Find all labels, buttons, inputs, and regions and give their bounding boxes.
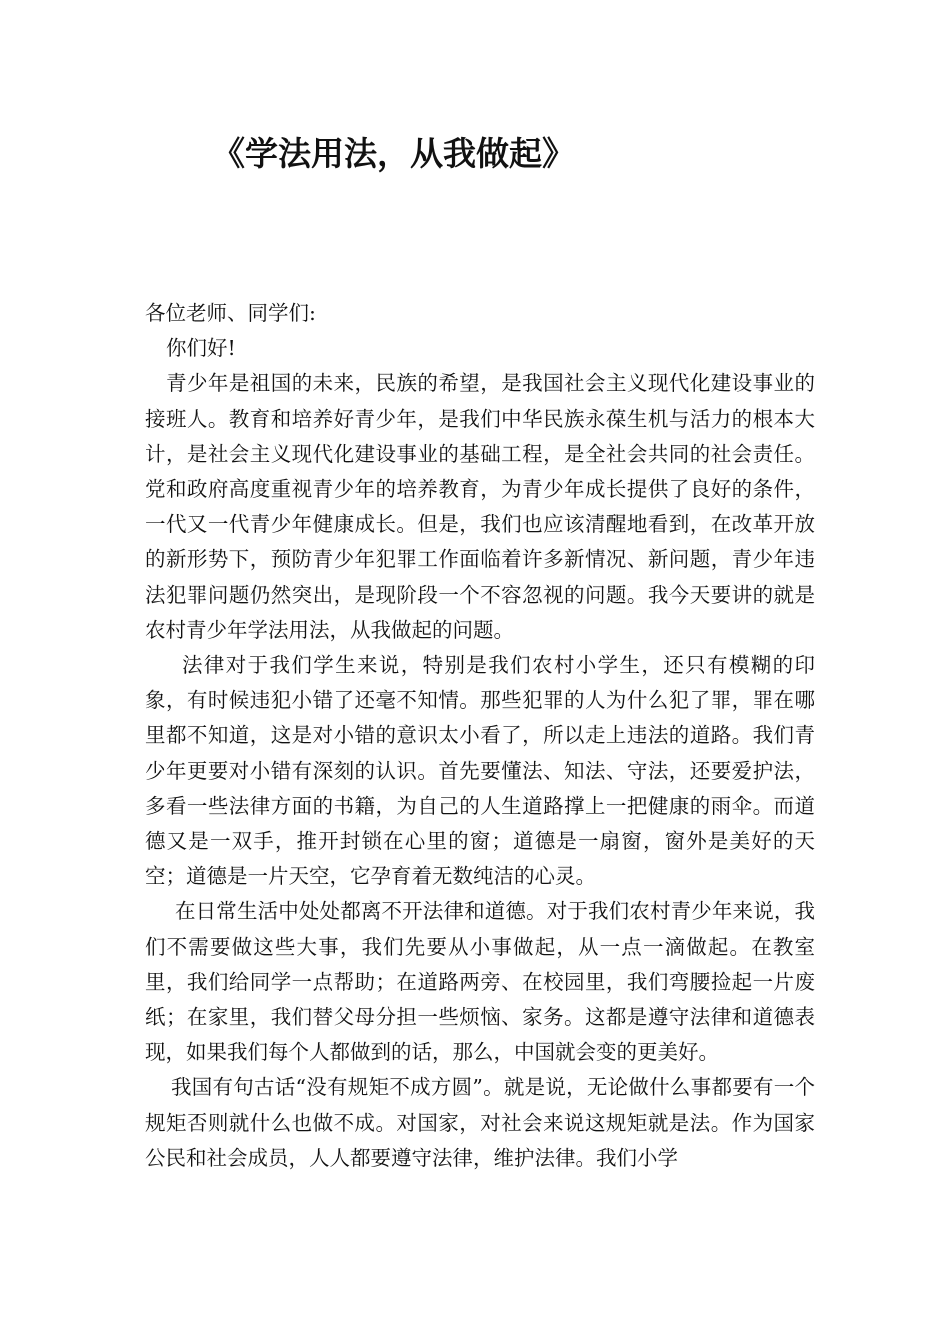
greeting-line: 各位老师、同学们:: [145, 301, 316, 325]
document-title: 《学法用法，从我做起》: [212, 134, 575, 173]
hello-line: 你们好!: [166, 336, 236, 361]
paragraph-1: 青少年是祖国的未来，民族的希望，是我国社会主义现代化建设事业的接班人。教育和培养好青少年，是我们中华民族永葆生机与活力的根本大计，是社会主义现代化建设事业的基础工程，是全社会共同的社会责任。党和政府高度重视青少年的培养教育，为青少年成长提供了良好的条件，一代又一代青少年健康成长。但是，我们也应该清醒地看到，在改革开放的新形势下，预防青少年犯罪工作面临着许多新情况、新问题，青少年违法犯罪问题仍然突出，是现阶段一个不容忽视的问题。我今天要讲的就是农村青少年学法用法，从我做起的问题。: [145, 371, 815, 642]
paragraph-2: 法律对于我们学生来说，特别是我们农村小学生，还只有模糊的印象，有时候违犯小错了还毫不知情。那些犯罪的人为什么犯了罪，罪在哪里都不知道，这是对小错的意识太小看了，所以走上违法的道路。我们青少年更要对小错有深刻的认识。首先要懂法、知法、守法，还要爱护法，多看一些法律方面的书籍，为自己的人生道路撑上一把健康的雨伞。而道德又是一双手，推开封锁在心里的窗；道德是一扇窗，窗外是美好的天空；道德是一片天空，它孕育着无数纯洁的心灵。: [145, 653, 815, 889]
paragraph-4: 我国有句古话“没有规矩不成方圆”。就是说，无论做什么事都要有一个规矩否则就什么也做不成。对国家，对社会来说这规矩就是法。作为国家公民和社会成员，人人都要遵守法律，维护法律。我们小学: [145, 1075, 815, 1170]
document-body: [145, 296, 815, 1176]
paragraph-3: 在日常生活中处处都离不开法律和道德。对于我们农村青少年来说，我们不需要做这些大事，我们先要从小事做起，从一点一滴做起。在教室里，我们给同学一点帮助；在道路两旁、在校园里，我们弯腰捡起一片废纸；在家里，我们替父母分担一些烦恼、家务。这都是遵守法律和道德表现，如果我们每个人都做到的话，那么，中国就会变的更美好。: [145, 899, 815, 1065]
